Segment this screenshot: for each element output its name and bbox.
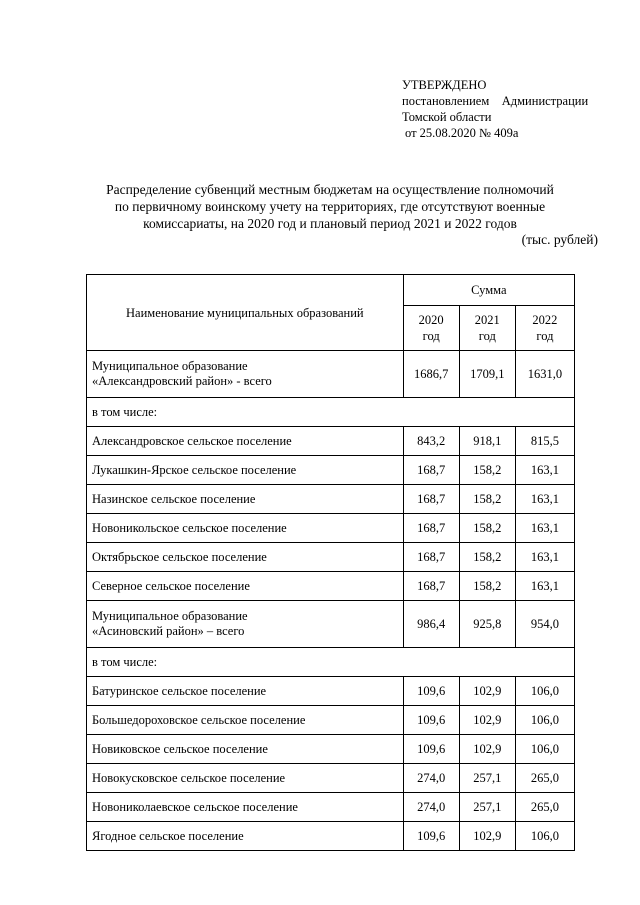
- value-2021: 257,1: [459, 764, 515, 793]
- title-line-2: по первичному воинскому учету на территориях, где отсутствуют военные: [114, 199, 546, 214]
- value-2021: 257,1: [459, 793, 515, 822]
- value-2022: 265,0: [515, 764, 574, 793]
- value-2021: 158,2: [459, 514, 515, 543]
- settlement-name: Новиковское сельское поселение: [87, 735, 404, 764]
- value-2020: 1686,7: [403, 351, 459, 398]
- subheading-row: в том числе:: [87, 398, 575, 427]
- value-2022: 163,1: [515, 485, 574, 514]
- approval-by: постановлением Администрации: [402, 94, 589, 108]
- settlement-name: Батуринское сельское поселение: [87, 677, 404, 706]
- value-2020: 168,7: [403, 572, 459, 601]
- units-label: (тыс. рублей): [521, 232, 598, 247]
- value-2020: 109,6: [403, 706, 459, 735]
- value-2021: 918,1: [459, 427, 515, 456]
- value-2020: 274,0: [403, 793, 459, 822]
- value-2022: 163,1: [515, 514, 574, 543]
- settlement-name: Лукашкин-Ярское сельское поселение: [87, 456, 404, 485]
- sum-column-header: Сумма: [403, 275, 574, 306]
- municipality-name: Муниципальное образование «Асиновский район» – всего: [87, 601, 404, 648]
- table-row: [87, 351, 575, 398]
- value-2020: 986,4: [403, 601, 459, 648]
- value-2021: 102,9: [459, 706, 515, 735]
- value-2022: 163,1: [515, 572, 574, 601]
- approval-authority: Томской области: [402, 110, 492, 124]
- value-2022: 815,5: [515, 427, 574, 456]
- approval-block: [402, 77, 602, 141]
- value-2021: 158,2: [459, 543, 515, 572]
- value-2020: 168,7: [403, 514, 459, 543]
- value-2021: 102,9: [459, 735, 515, 764]
- year-header-2021: 2021 год: [459, 306, 515, 351]
- value-2020: 109,6: [403, 677, 459, 706]
- settlement-name: Назинское сельское поселение: [87, 485, 404, 514]
- value-2020: 168,7: [403, 543, 459, 572]
- value-2022: 163,1: [515, 456, 574, 485]
- value-2020: 168,7: [403, 485, 459, 514]
- value-2022: 106,0: [515, 706, 574, 735]
- value-2022: 106,0: [515, 677, 574, 706]
- table-row: [87, 735, 575, 764]
- settlement-name: Ягодное сельское поселение: [87, 822, 404, 851]
- table-row: [87, 764, 575, 793]
- value-2020: 843,2: [403, 427, 459, 456]
- table-row: [87, 793, 575, 822]
- settlement-name: Новоникольское сельское поселение: [87, 514, 404, 543]
- settlement-name: Большедороховское сельское поселение: [87, 706, 404, 735]
- settlement-name: Новониколаевское сельское поселение: [87, 793, 404, 822]
- value-2022: 106,0: [515, 822, 574, 851]
- table-row: [87, 601, 575, 648]
- table-row: [87, 543, 575, 572]
- table-row: [87, 427, 575, 456]
- value-2021: 1709,1: [459, 351, 515, 398]
- value-2021: 102,9: [459, 822, 515, 851]
- table-row: [87, 514, 575, 543]
- value-2021: 158,2: [459, 485, 515, 514]
- document-title: [60, 181, 600, 232]
- value-2020: 109,6: [403, 822, 459, 851]
- value-2020: 274,0: [403, 764, 459, 793]
- value-2022: 954,0: [515, 601, 574, 648]
- value-2021: 102,9: [459, 677, 515, 706]
- approval-date: от 25.08.2020 № 409а: [405, 126, 519, 140]
- subheading-row: в том числе:: [87, 648, 575, 677]
- year-header-2022: 2022 год: [515, 306, 574, 351]
- table-row: [87, 822, 575, 851]
- table-row: [87, 485, 575, 514]
- table-row: [87, 572, 575, 601]
- subvention-table: [86, 274, 575, 851]
- approval-title: УТВЕРЖДЕНО: [402, 78, 487, 92]
- settlement-name: Октябрьское сельское поселение: [87, 543, 404, 572]
- table-row: [87, 398, 575, 427]
- value-2020: 109,6: [403, 735, 459, 764]
- year-header-2020: 2020 год: [403, 306, 459, 351]
- table-row: [87, 456, 575, 485]
- settlement-name: Александровское сельское поселение: [87, 427, 404, 456]
- title-line-1: Распределение субвенций местным бюджетам на осуществление полномочий: [106, 182, 554, 197]
- value-2022: 106,0: [515, 735, 574, 764]
- value-2020: 168,7: [403, 456, 459, 485]
- value-2022: 1631,0: [515, 351, 574, 398]
- municipality-name: Муниципальное образование «Александровский район» - всего: [87, 351, 404, 398]
- value-2022: 163,1: [515, 543, 574, 572]
- table-row: [87, 706, 575, 735]
- name-column-header: Наименование муниципальных образований: [87, 275, 404, 351]
- value-2021: 925,8: [459, 601, 515, 648]
- title-line-3: комиссариаты, на 2020 год и плановый период 2021 и 2022 годов: [143, 216, 517, 231]
- value-2021: 158,2: [459, 456, 515, 485]
- value-2021: 158,2: [459, 572, 515, 601]
- value-2022: 265,0: [515, 793, 574, 822]
- table-row: [87, 648, 575, 677]
- table-row: [87, 677, 575, 706]
- settlement-name: Северное сельское поселение: [87, 572, 404, 601]
- settlement-name: Новокусковское сельское поселение: [87, 764, 404, 793]
